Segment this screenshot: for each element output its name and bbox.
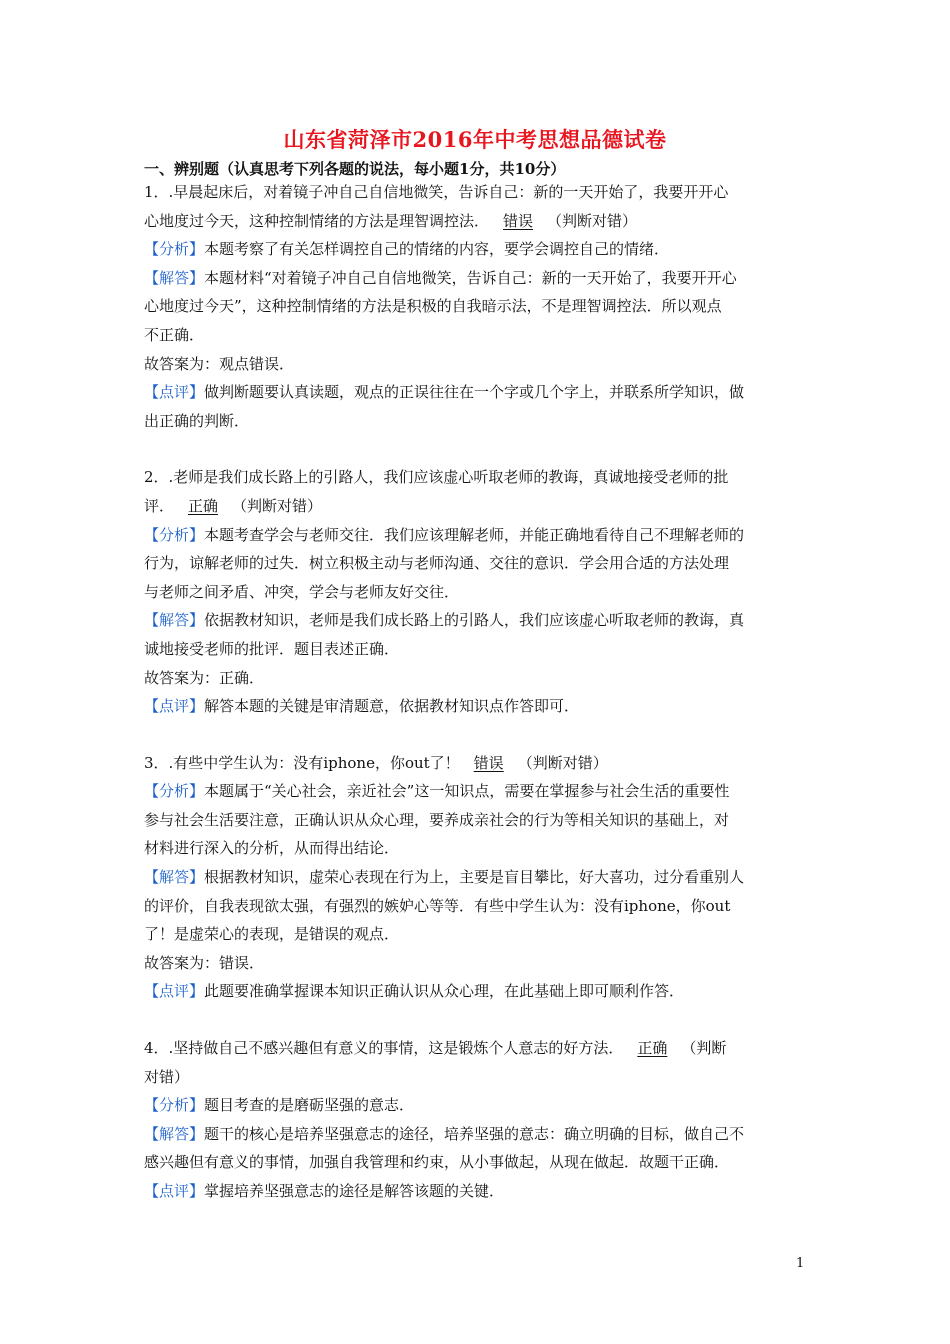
answer-line: 心地度过今天”，这种控制情绪的方法是积极的自我暗示法，不是理智调控法．所以观点 [144,297,722,316]
question-text: 心地度过今天，这种控制情绪的方法是理智调控法． 错误 （判断对错） [144,207,810,236]
answer-line: 【解答】本题材料“对着镜子冲自己自信地微笑，告诉自己：新的一天开始了，我要开开心 [144,268,737,287]
question-text: 4．.坚持做自己不感兴趣但有意义的事情，这是锻炼个人意志的好方法． 正确 （判断 [144,1034,810,1063]
analysis-line: 【分析】本题考查学会与老师交往．我们应该理解老师，并能正确地看待自己不理解老师的 [144,525,745,544]
answer-blank: 错误 [473,753,504,772]
comment-line: 【点评】掌握培养坚强意志的途径是解答该题的关键． [144,1182,505,1200]
question-text: 对错） [144,1067,190,1086]
question-4 [144,1034,810,1206]
question-text: 1．.早晨起床后，对着镜子冲自己自信地微笑，告诉自己：新的一天开始了，我要开开心 [144,183,729,201]
answer-tag: 【解答】 [144,1124,205,1143]
comment-tag: 【点评】 [144,697,205,716]
comment-line: 出正确的判断． [144,411,250,430]
comment-line: 【点评】解答本题的关键是审清题意，依据教材知识点作答即可． [144,697,580,716]
answer-line: 感兴趣但有意义的事情，加强自我管理和约束，从小事做起，从现在做起．故题干正确． [144,1153,730,1172]
answer-line: 【解答】根据教材知识，虚荣心表现在行为上，主要是盲目攀比，好大喜功，过分看重别人 [144,868,745,887]
question-text: 2．.老师是我们成长路上的引路人，我们应该虚心听取老师的教诲，真诚地接受老师的批 [144,468,729,487]
question-text: 3．.有些中学生认为：没有iphone，你out了！ 错误 （判断对错） [144,749,810,778]
answer-tag: 【解答】 [144,611,205,630]
answer-blank: 错误 [503,211,534,230]
analysis-line: 【分析】本题属于“关心社会，亲近社会”这一知识点，需要在掌握参与社会生活的重要性 [144,782,730,801]
comment-tag: 【点评】 [144,383,205,402]
answer-line: 【解答】依据教材知识，老师是我们成长路上的引路人，我们应该虚心听取老师的教诲，真 [144,611,745,630]
answer-line: 不正确． [144,325,205,344]
page-number: 1 [796,1256,805,1271]
comment-line: 【点评】此题要准确掌握课本知识正确认识从众心理，在此基础上即可顺利作答． [144,982,685,1001]
question-text: 评． 正确 （判断对错） [144,492,810,521]
section-heading: 一、辨别题（认真思考下列各题的说法，每小题1分，共10分） [144,160,566,178]
answer-tag: 【解答】 [144,868,205,887]
analysis-line: 【分析】本题考察了有关怎样调控自己的情绪的内容，要学会调控自己的情绪． [144,240,670,259]
comment-line: 【点评】做判断题要认真读题，观点的正误往往在一个字或几个字上，并联系所学知识，做 [144,383,745,402]
final-answer: 故答案为：观点错误． [144,354,295,373]
analysis-line: 【分析】题目考查的是磨砺坚强的意志． [144,1096,415,1115]
answer-blank: 正确 [637,1039,668,1058]
question-3 [144,749,810,1006]
answer-line: 诚地接受老师的批评．题目表述正确． [144,639,400,658]
analysis-line: 参与社会生活要注意，正确认识从众心理，要养成亲社会的行为等相关知识的基础上，对 [144,810,730,829]
final-answer: 故答案为：正确． [144,668,265,687]
analysis-tag: 【分析】 [144,240,205,259]
analysis-tag: 【分析】 [144,1096,205,1115]
comment-tag: 【点评】 [144,1182,205,1200]
analysis-line: 行为，谅解老师的过失．树立积极主动与老师沟通、交往的意识．学会用合适的方法处理 [144,554,730,573]
answer-blank: 正确 [188,496,219,515]
page-title: 山东省菏泽市2016年中考思想品德试卷 [283,127,667,152]
answer-line: 了！是虚荣心的表现，是错误的观点． [144,925,400,944]
answer-line: 【解答】题干的核心是培养坚强意志的途径，培养坚强的意志：确立明确的目标，做自己不 [144,1124,745,1143]
answer-tag: 【解答】 [144,268,205,287]
final-answer: 故答案为：错误． [144,953,265,972]
comment-tag: 【点评】 [144,982,205,1001]
answer-line: 的评价，自我表现欲太强，有强烈的嫉妒心等等．有些中学生认为：没有iphone，你out [144,896,731,915]
analysis-line: 材料进行深入的分析，从而得出结论． [144,839,400,858]
question-2 [144,463,810,720]
analysis-line: 与老师之间矛盾、冲突，学会与老师友好交往． [144,582,460,601]
document-body [144,178,810,1206]
analysis-tag: 【分析】 [144,525,205,544]
analysis-tag: 【分析】 [144,782,205,801]
question-1 [144,178,810,435]
